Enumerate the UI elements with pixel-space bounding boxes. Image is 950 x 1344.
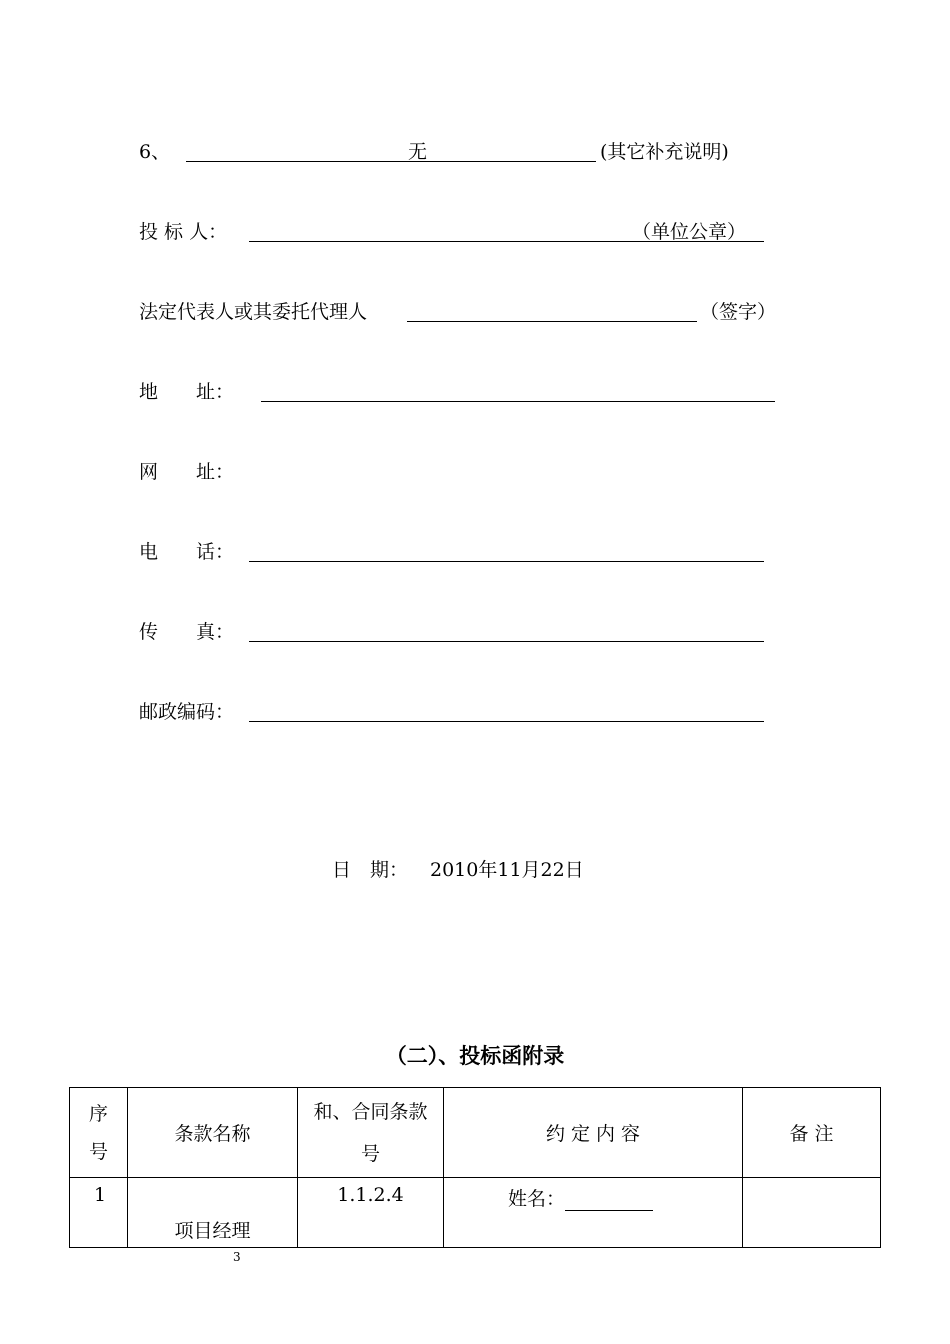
phone-underline[interactable]: [249, 561, 764, 562]
date-value: 2010年11月22日: [430, 859, 584, 881]
row-content-label: 姓名：: [508, 1188, 566, 1210]
header-clause-name: 条款名称: [128, 1088, 298, 1178]
header-clause-no-line1: 和、合同条款: [313, 1100, 428, 1123]
row-remark[interactable]: [743, 1178, 881, 1248]
fax-underline[interactable]: [249, 641, 764, 642]
table-row: [70, 1178, 881, 1248]
appendix-table: [69, 1087, 881, 1248]
header-clause-no-line2: 号: [360, 1142, 380, 1165]
website-label: 网 址：: [139, 461, 235, 483]
address-underline[interactable]: [261, 401, 775, 402]
postcode-label: 邮政编码：: [139, 701, 235, 723]
item6-number: 6、: [139, 141, 171, 163]
page-number: 3: [233, 1250, 241, 1264]
row-clause-no: 1.1.2.4: [298, 1178, 444, 1248]
legal-rep-underline[interactable]: [407, 321, 697, 322]
bidder-seal-note: （单位公章）: [632, 221, 747, 243]
fax-label: 传 真：: [139, 621, 235, 643]
header-clause-no: [298, 1088, 444, 1178]
row-seq: 1: [70, 1178, 128, 1248]
header-remark: 备 注: [743, 1088, 881, 1178]
header-seq: [70, 1088, 128, 1178]
header-content: 约 定 内 容: [444, 1088, 743, 1178]
date-label: 日 期：: [332, 859, 409, 881]
row-content[interactable]: [444, 1178, 743, 1248]
phone-label: 电 话：: [139, 541, 235, 563]
appendix-title: （二）、投标函附录: [385, 1044, 565, 1068]
header-seq-line1: 序: [88, 1102, 108, 1125]
item6-suffix: (其它补充说明): [600, 141, 729, 163]
header-seq-line2: 号: [88, 1140, 108, 1163]
row-clause-name: 项目经理: [128, 1178, 298, 1248]
address-label: 地 址：: [139, 381, 235, 403]
legal-rep-sign-note: （签字）: [700, 301, 777, 323]
item6-underline: [186, 161, 596, 162]
item6-value: 无: [408, 141, 428, 163]
postcode-underline[interactable]: [249, 721, 764, 722]
legal-rep-label: 法定代表人或其委托代理人: [139, 301, 368, 323]
bidder-label: 投 标 人：: [139, 221, 228, 243]
table-header-row: [70, 1088, 881, 1178]
row-content-underline[interactable]: [565, 1192, 653, 1211]
